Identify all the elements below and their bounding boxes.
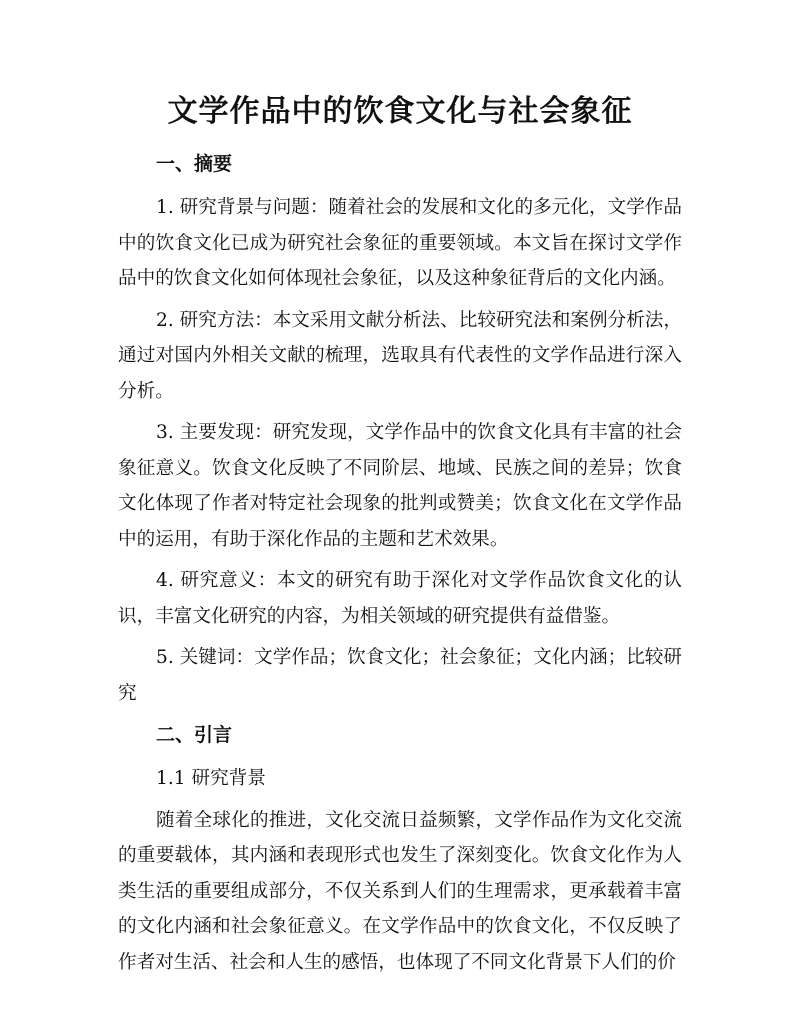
abstract-paragraph-keywords: 5. 关键词：文学作品；饮食文化；社会象征；文化内涵；比较研究 <box>118 647 682 704</box>
introduction-paragraph: 随着全球化的推进，文化交流日益频繁，文学作品作为文化交流的重要载体，其内涵和表现形式也发生了深刻变化。饮食文化作为人类生活的重要组成部分，不仅关系到人们的生理需求，更承载着丰富的文化内涵和社会象征意义。在文学作品中的饮食文化，不仅反映了作者对生活、社会和人生的感悟，也体现了不同文化背景下人们的价 <box>118 809 682 973</box>
abstract-paragraph-methods: 2. 研究方法：本文采用文献分析法、比较研究法和案例分析法，通过对国内外相关文献的梳理，选取具有代表性的文学作品进行深入分析。 <box>118 309 682 402</box>
abstract-paragraph-background: 1. 研究背景与问题：随着社会的发展和文化的多元化，文学作品中的饮食文化已成为研究社会象征的重要领域。本文旨在探讨文学作品中的饮食文化如何体现社会象征，以及这种象征背后的文化内涵。 <box>118 197 682 289</box>
abstract-paragraph-findings: 3. 主要发现：研究发现，文学作品中的饮食文化具有丰富的社会象征意义。饮食文化反映了不同阶层、地域、民族之间的差异；饮食文化体现了作者对特定社会现象的批判或赞美；饮食文化在文学作品中的运用，有助于深化作品的主题和艺术效果。 <box>118 422 682 550</box>
subsection-heading-background: 1.1 研究背景 <box>156 768 266 789</box>
abstract-paragraph-significance: 4. 研究意义：本文的研究有助于深化对文学作品饮食文化的认识，丰富文化研究的内容，为相关领域的研究提供有益借鉴。 <box>118 570 682 627</box>
document-title: 文学作品中的饮食文化与社会象征 <box>167 94 633 129</box>
section-heading-introduction: 二、引言 <box>156 724 233 746</box>
section-heading-abstract: 一、摘要 <box>156 153 233 175</box>
